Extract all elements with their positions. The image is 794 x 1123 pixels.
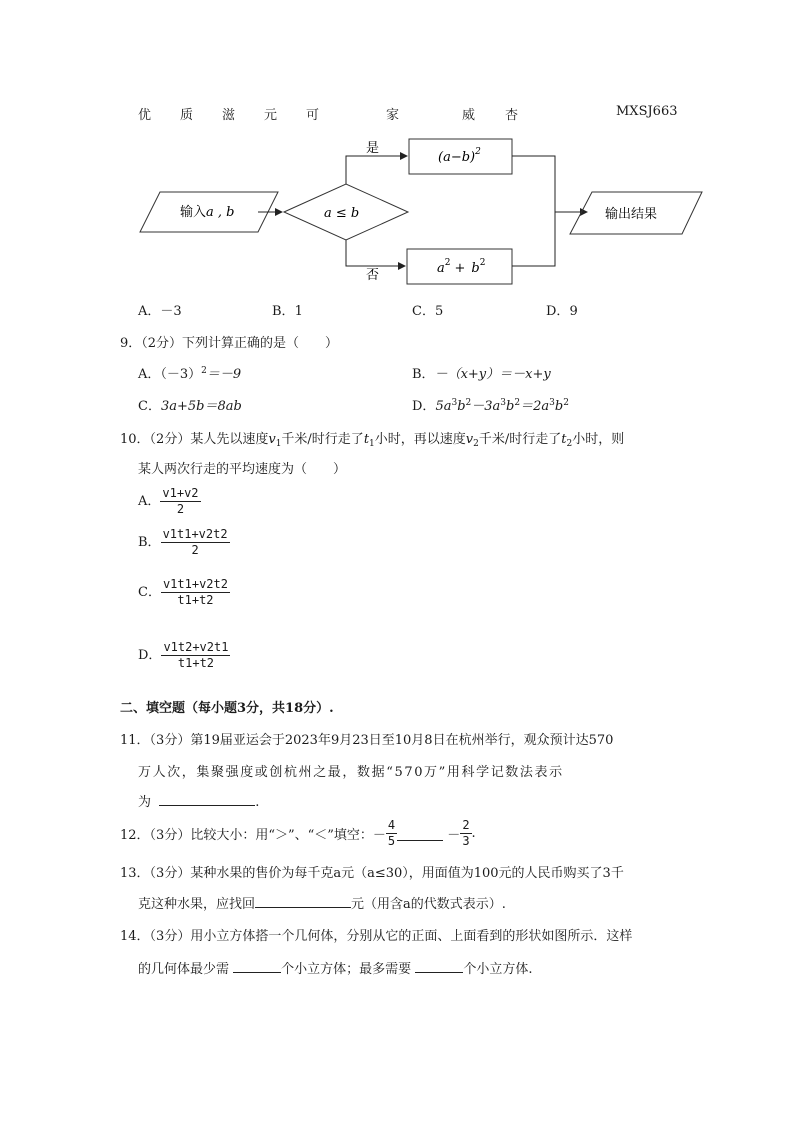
answer-blank[interactable] [233, 959, 281, 973]
q10-option-c: C． $\frac{v1t1+v2t2}{t1+t2}$ [138, 577, 228, 607]
q10-option-b: B． $\frac{v1t1+v2t2}{2}$ [138, 527, 228, 557]
fraction-denominator: t1+t2 [177, 593, 214, 607]
q10-option-a: A． $\frac{v1+v2}{2}$ [138, 486, 199, 516]
q9-option-b: B．－（x+y）＝－x+y [412, 367, 551, 382]
yes-box-text: $(a-b)^2$ [438, 147, 481, 165]
q10-line1: 10．（2分）某人先以速度$v_1$千米/时行走了$t_1$小时，再以速度$v_2$千米/时行走了$t_2$小时，则 [120, 432, 625, 449]
q8-option-a: A．－3 [138, 304, 182, 319]
q9-option-a: A．$(-3)^2=-9$ [138, 366, 242, 382]
fraction-numerator: v1t2+v2t1 [163, 640, 229, 654]
header-code: MXSJ663 [616, 104, 678, 119]
header-char: 滋 [222, 108, 236, 123]
header-char: 杏 [505, 108, 519, 123]
fraction-numerator: v1t1+v2t2 [162, 577, 228, 591]
q13-line2: 克这种水果，应找回 元（用含a的代数式表示）. [138, 893, 506, 912]
fraction-denominator: 5 [387, 834, 396, 848]
header-char: 元 [264, 108, 278, 123]
header-char: 可 [306, 108, 320, 123]
q9-stem: 9．（2分）下列计算正确的是（ ） [120, 336, 339, 351]
fraction-numerator: 4 [387, 818, 396, 832]
q8-option-d: D．9 [546, 304, 578, 319]
q10-option-d: D． $\frac{v1t2+v2t1}{t1+t2}$ [138, 640, 229, 670]
arrow-no [346, 240, 405, 266]
fraction-numerator: 2 [462, 818, 470, 832]
fraction-denominator: 2 [191, 543, 199, 557]
arrow-yes [346, 156, 407, 184]
answer-blank[interactable] [159, 792, 255, 806]
answer-blank[interactable] [397, 827, 443, 841]
fraction-numerator: v1t1+v2t2 [162, 527, 228, 541]
fraction-denominator: t1+t2 [177, 656, 215, 670]
q11-line1: 11．（3分）第19届亚运会于2023年9月23日至10月8日在杭州举行，观众预计达570 [120, 733, 614, 748]
yes-label: 是 [366, 141, 380, 156]
q9-option-d: D．$5a^3b^2-3a^3b^2=2a^3b^2$ [412, 398, 569, 414]
input-text: 输入a , b [180, 205, 235, 220]
answer-blank[interactable] [255, 894, 351, 908]
output-text: 输出结果 [605, 207, 658, 222]
q14-line1: 14．（3分）用小立方体搭一个几何体，分别从它的正面、上面看到的形状如图所示．这样 [120, 929, 633, 944]
q8-option-c: C．5 [412, 304, 444, 319]
header-char: 质 [180, 108, 194, 123]
flowchart [0, 0, 794, 300]
q13-line1: 13．（3分）某种水果的售价为每千克a元（a≤30），用面值为100元的人民币购买了3千 [120, 866, 624, 881]
no-box-text: $a^2 + b^2$ [437, 258, 486, 276]
q14-line2: 的几何体最少需 个小立方体；最多需要 个小立方体. [138, 958, 532, 977]
q8-option-b: B．1 [272, 304, 303, 319]
header-char: 优 [138, 108, 152, 123]
merge-line [512, 156, 555, 266]
q11-line3: 为 . [138, 791, 259, 810]
q10-line2: 某人两次行走的平均速度为（ ） [138, 462, 347, 477]
condition-text: a ≤ b [324, 206, 360, 221]
q12: 12．（3分）比较大小：用“＞”、“＜”填空：－ $\frac{4}{5}$ － $\frac{2}{3}$ . [120, 818, 476, 848]
header-char: 威 [462, 108, 476, 123]
fraction-numerator: v1+v2 [162, 486, 199, 500]
fraction-denominator: 3 [462, 834, 470, 848]
answer-blank[interactable] [415, 959, 463, 973]
header-char: 家 [386, 108, 400, 123]
no-label: 否 [366, 268, 380, 283]
section-title: 二、填空题（每小题3分，共18分）. [120, 701, 334, 716]
q9-option-c: C．3a+5b＝8ab [138, 399, 242, 414]
q11-line2: 万人次，集聚强度或创杭州之最，数据“570万”用科学记数法表示 [138, 765, 564, 780]
fraction-denominator: 2 [176, 502, 185, 516]
